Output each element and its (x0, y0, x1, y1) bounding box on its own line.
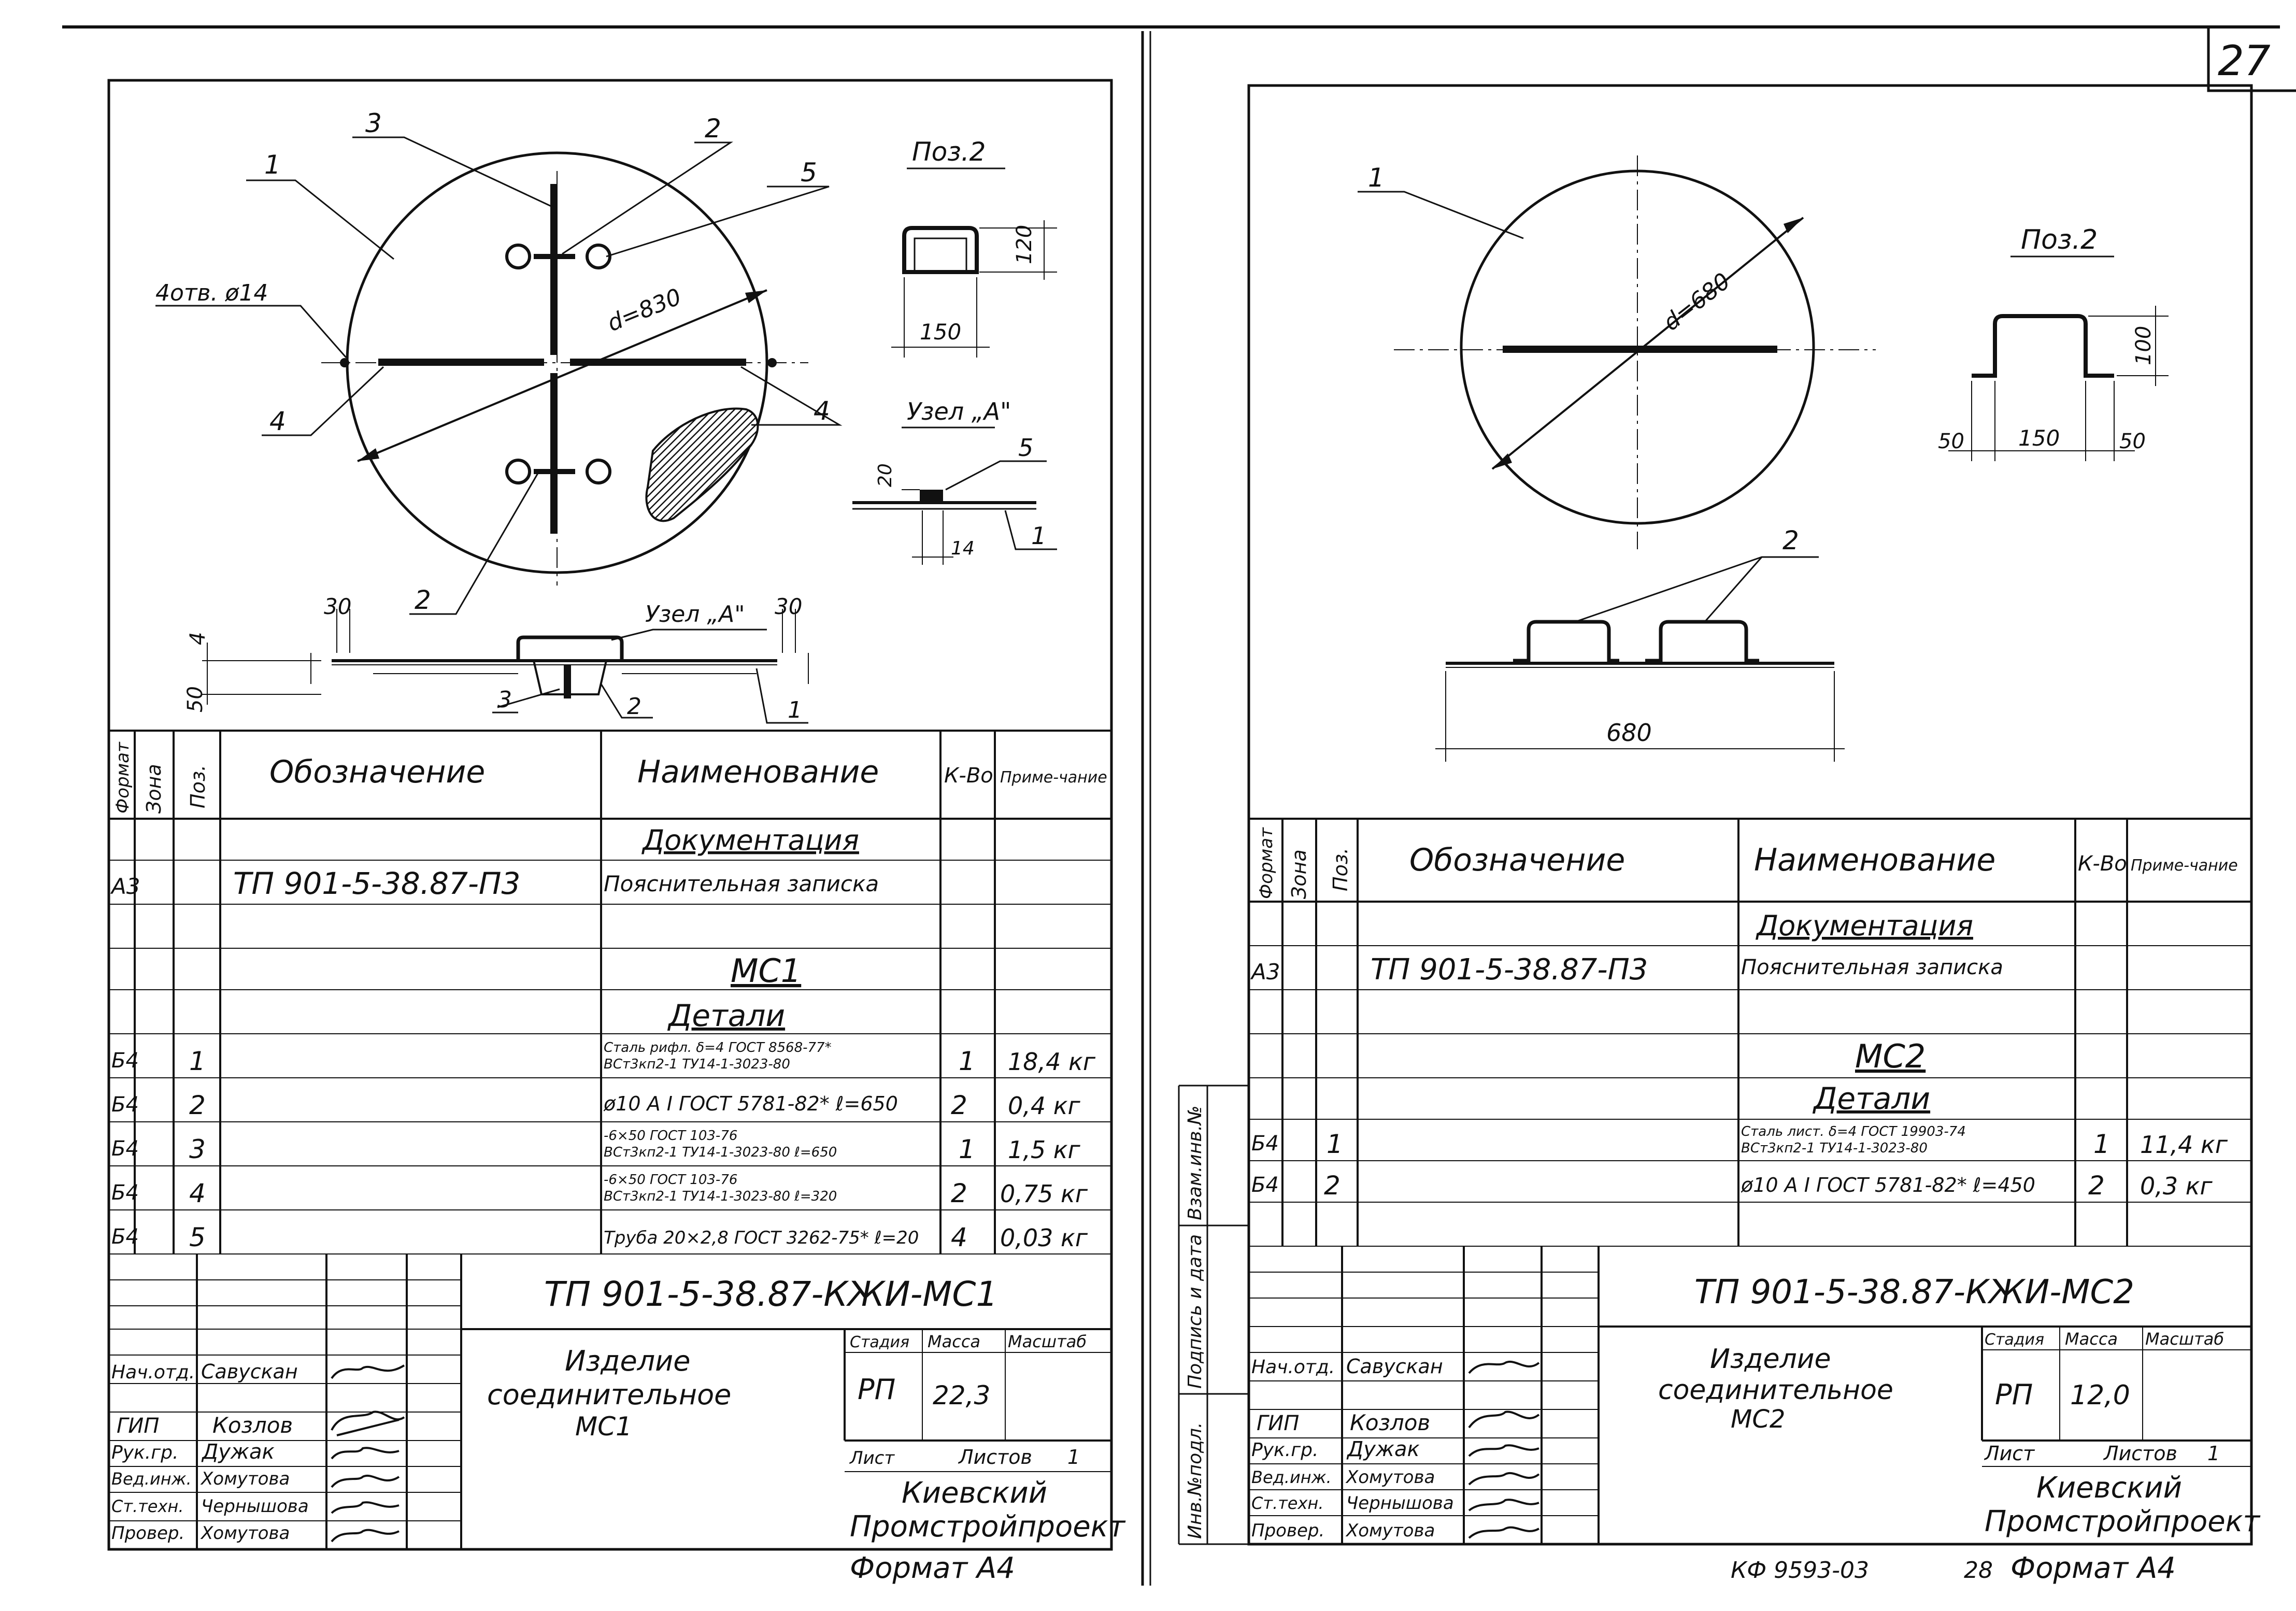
svg-text:Сталь рифл. δ=4 ГОСТ 8568-77*: Сталь рифл. δ=4 ГОСТ 8568-77* (604, 1040, 832, 1056)
svg-text:Труба 20×2,8 ГОСТ 3262-75* ℓ=2: Труба 20×2,8 ГОСТ 3262-75* ℓ=20 (604, 1228, 919, 1248)
label-pos-4: 4 (814, 396, 830, 426)
svg-text:1: 1 (189, 1046, 206, 1076)
label-pos-1: 1 (264, 150, 281, 180)
doc-designation: ТП 901-5-38.87-П3 (1371, 953, 1648, 987)
section-details: Детали (668, 998, 786, 1033)
approval-names (1345, 1355, 1454, 1541)
svg-text:Нач.отд.: Нач.отд. (1251, 1357, 1335, 1378)
col-designation-header: Обозначение (1409, 842, 1625, 878)
col-format-header: Формат (112, 742, 133, 814)
svg-text:Б4: Б4 (111, 1225, 139, 1249)
right-sheet (1179, 85, 2260, 1585)
col-name-header: Наименование (1754, 842, 1996, 878)
svg-text:Хомутова: Хомутова (1346, 1467, 1435, 1488)
svg-text:ВСт3кп2-1 ТУ14-1-3023-80: ВСт3кп2-1 ТУ14-1-3023-80 (604, 1057, 790, 1072)
svg-text:Рук.гр.: Рук.гр. (1251, 1439, 1319, 1461)
svg-text:-6×50 ГОСТ 103-76: -6×50 ГОСТ 103-76 (604, 1172, 738, 1188)
section-documentation: Документация (643, 824, 859, 857)
svg-text:Дужак: Дужак (1347, 1437, 1420, 1461)
svg-text:1: 1 (2093, 1129, 2110, 1159)
svg-text:Сталь лист. δ=4 ГОСТ 19903-74: Сталь лист. δ=4 ГОСТ 19903-74 (1741, 1124, 1966, 1139)
product-name: МС2 (1855, 1037, 1926, 1075)
left-uzel-a-detail (852, 397, 1057, 565)
svg-text:4: 4 (189, 1178, 206, 1208)
col-zone-header: Зона (142, 764, 165, 814)
mass-value: 12,0 (2070, 1380, 2130, 1411)
right-plan-view (1358, 155, 1876, 549)
organization-line-2: Промстройпроект (1985, 1505, 2260, 1538)
svg-text:4: 4 (951, 1222, 967, 1252)
doc-format: А3 (111, 874, 140, 899)
diameter-label: d=830 (604, 283, 686, 337)
uzel-dim-20: 20 (875, 463, 896, 487)
svg-text:Савускан: Савускан (201, 1360, 298, 1383)
svg-text:Б4: Б4 (1251, 1173, 1279, 1197)
left-section-view (183, 594, 808, 723)
sheet-header: Лист (850, 1448, 895, 1469)
svg-text:1: 1 (959, 1134, 975, 1164)
organization-line-1: Киевский (902, 1476, 1048, 1510)
label-pos-5: 5 (801, 158, 817, 188)
svg-text:ГИП: ГИП (117, 1414, 160, 1438)
mass-value: 22,3 (933, 1380, 991, 1410)
left-poz2-detail (891, 137, 1057, 358)
poz2-height: 120 (1012, 224, 1036, 264)
stamp-signature-date: Подпись и дата (1185, 1234, 1206, 1389)
label-pos-3: 3 (365, 108, 382, 138)
svg-text:Нач.отд.: Нач.отд. (111, 1362, 195, 1383)
left-spec-table (109, 731, 1111, 1254)
svg-text:ВСт3кп2-1 ТУ14-1-3023-80 ℓ=320: ВСт3кп2-1 ТУ14-1-3023-80 ℓ=320 (604, 1189, 837, 1204)
svg-text:3: 3 (189, 1134, 206, 1164)
svg-text:Б4: Б4 (1251, 1132, 1279, 1156)
right-poz2-dim-50: 50 (1938, 430, 1964, 453)
format-label: Формат А4 (2010, 1551, 2176, 1585)
spec-row (111, 1172, 1088, 1208)
sec-dim-30: 30 (324, 594, 352, 619)
svg-text:1: 1 (1327, 1129, 1343, 1159)
stage-header: Стадия (850, 1333, 910, 1351)
svg-text:ВСт3кп2-1 ТУ14-1-3023-80: ВСт3кп2-1 ТУ14-1-3023-80 (1741, 1140, 1928, 1156)
format-label: Формат А4 (850, 1551, 1015, 1585)
svg-text:ВСт3кп2-1 ТУ14-1-3023-80 ℓ=650: ВСт3кп2-1 ТУ14-1-3023-80 ℓ=650 (604, 1145, 837, 1160)
organization-line-2: Промстройпроект (850, 1510, 1125, 1544)
svg-text:Б4: Б4 (111, 1181, 139, 1205)
svg-text:ГИП: ГИП (1257, 1412, 1300, 1435)
sec-pos-3: 3 (497, 687, 512, 713)
sheets-header: Листов (959, 1446, 1032, 1469)
svg-text:Козлов: Козлов (1350, 1410, 1431, 1435)
svg-text:Рук.гр.: Рук.гр. (111, 1442, 179, 1463)
svg-text:Хомутова: Хомутова (1346, 1520, 1435, 1541)
svg-text:11,4 кг: 11,4 кг (2140, 1131, 2228, 1159)
mass-header: Масса (928, 1332, 981, 1351)
page-number-box (2208, 28, 2296, 91)
stamp-replace-inv: Взам.инв.№ (1185, 1105, 1206, 1220)
svg-text:Вед.инж.: Вед.инж. (1251, 1467, 1332, 1487)
col-note-header: Приме-чание (1000, 768, 1107, 787)
spec-row (111, 1090, 1081, 1120)
doc-format: А3 (1251, 959, 1280, 985)
left-plan-view (155, 108, 839, 615)
svg-text:5: 5 (189, 1222, 206, 1252)
scale-header: Масштаб (2145, 1329, 2224, 1349)
poz2-width: 150 (920, 319, 962, 345)
spec-row (1251, 1171, 2213, 1201)
svg-text:Савускан: Савускан (1346, 1355, 1443, 1378)
col-zone-header: Зона (1288, 849, 1310, 899)
svg-text:Вед.инж.: Вед.инж. (111, 1469, 192, 1489)
right-poz2-dim-150: 150 (2018, 425, 2060, 451)
sheets-value: 1 (2207, 1442, 2220, 1465)
page-number: 27 (2218, 37, 2271, 85)
svg-text:1,5 кг: 1,5 кг (1008, 1136, 1080, 1164)
document-code: ТП 901-5-38.87-КЖИ-МС1 (544, 1274, 998, 1314)
document-code: ТП 901-5-38.87-КЖИ-МС2 (1694, 1273, 2134, 1311)
holes-label: 4отв. ø14 (155, 280, 268, 306)
svg-text:ø10 А I ГОСТ 5781-82* ℓ=450: ø10 А I ГОСТ 5781-82* ℓ=450 (1741, 1174, 2035, 1196)
doc-name: Пояснительная записка (604, 871, 879, 896)
organization-line-1: Киевский (2036, 1471, 2183, 1505)
stage-value: РП (1995, 1378, 2033, 1411)
handwritten-signatures (332, 1365, 404, 1542)
sec-dim-4: 4 (186, 632, 210, 645)
svg-text:Б4: Б4 (111, 1137, 139, 1161)
doc-name: Пояснительная записка (1741, 956, 2003, 979)
svg-text:Б4: Б4 (111, 1093, 139, 1117)
col-note-header: Приме-чание (2131, 857, 2238, 875)
svg-text:2: 2 (951, 1090, 967, 1120)
col-designation-header: Обозначение (269, 754, 486, 790)
sheet-header: Лист (1985, 1442, 2035, 1465)
svg-text:Провер.: Провер. (111, 1523, 185, 1544)
svg-text:Ст.техн.: Ст.техн. (111, 1496, 184, 1516)
section-details: Детали (1814, 1081, 1931, 1116)
hole-marker (767, 358, 777, 367)
svg-text:2: 2 (1324, 1171, 1340, 1201)
right-section-view (1435, 525, 1845, 762)
spec-row (111, 1222, 1088, 1252)
uzel-dim-14: 14 (951, 538, 975, 559)
svg-text:Провер.: Провер. (1251, 1520, 1325, 1541)
item-line-3: МС1 (575, 1412, 632, 1442)
right-title-block (1249, 1246, 2260, 1585)
archive-code: КФ 9593-03 (1731, 1557, 1869, 1584)
doc-designation: ТП 901-5-38.87-П3 (233, 866, 521, 901)
svg-text:1: 1 (959, 1046, 975, 1076)
sec-pos-2: 2 (627, 693, 641, 720)
svg-text:Чернышова: Чернышова (1346, 1493, 1454, 1514)
product-name: МС1 (731, 952, 802, 990)
svg-text:0,03 кг: 0,03 кг (1000, 1224, 1088, 1252)
item-line-2: соединительное (487, 1378, 732, 1411)
svg-text:2: 2 (189, 1090, 206, 1120)
col-format-header: Формат (1256, 828, 1277, 899)
right-label-pos-1: 1 (1368, 163, 1385, 193)
stage-value: РП (858, 1373, 896, 1406)
stage-header: Стадия (1985, 1331, 2045, 1349)
item-line-3: МС2 (1731, 1405, 1786, 1434)
handwritten-signatures (1469, 1362, 1539, 1538)
section-documentation: Документация (1757, 909, 1973, 942)
approval-names (200, 1360, 309, 1544)
svg-text:Ст.техн.: Ст.техн. (1251, 1493, 1324, 1513)
uzel-pos-1: 1 (1031, 522, 1047, 550)
right-sheet-frame (1249, 85, 2251, 1544)
approval-roles (1251, 1357, 1335, 1541)
right-spec-table (1249, 819, 2251, 1246)
right-poz2-title: Поз.2 (2021, 224, 2098, 255)
leader-lines (155, 137, 839, 614)
col-qty-header: К-Во (944, 764, 993, 788)
svg-text:2: 2 (2088, 1171, 2105, 1201)
item-line-2: соединительное (1658, 1375, 1893, 1406)
sec-dim-30: 30 (775, 594, 803, 619)
hole-marker (340, 358, 349, 367)
svg-text:Хомутова: Хомутова (201, 1523, 290, 1544)
item-line-1: Изделие (565, 1345, 691, 1377)
stamp-inv-original: Инв.№подл. (1185, 1422, 1206, 1539)
svg-text:0,4 кг: 0,4 кг (1008, 1092, 1080, 1120)
col-pos-header: Поз. (187, 764, 209, 808)
right-poz2-height: 100 (2132, 325, 2156, 365)
svg-text:Чернышова: Чернышова (201, 1496, 309, 1517)
sheets-value: 1 (1067, 1446, 1080, 1469)
svg-text:18,4 кг: 18,4 кг (1008, 1048, 1095, 1076)
spec-row (111, 1128, 1081, 1164)
item-line-1: Изделие (1710, 1344, 1831, 1375)
col-name-header: Наименование (637, 754, 879, 790)
poz2-title: Поз.2 (912, 137, 986, 167)
col-pos-header: Поз. (1329, 847, 1352, 891)
archive-number: 28 (1964, 1557, 1993, 1584)
label-pos-4: 4 (269, 406, 286, 436)
svg-text:0,75 кг: 0,75 кг (1000, 1180, 1088, 1208)
label-pos-2: 2 (705, 113, 721, 144)
approval-roles (111, 1362, 195, 1544)
spec-row (1251, 1124, 2228, 1159)
uzel-a-title: Узел „А" (907, 397, 1011, 425)
svg-text:-6×50 ГОСТ 103-76: -6×50 ГОСТ 103-76 (604, 1128, 738, 1144)
label-pos-2: 2 (415, 585, 431, 615)
right-width-dim: 680 (1606, 719, 1652, 747)
right-poz2-detail (1938, 224, 2169, 461)
svg-text:Козлов: Козлов (212, 1413, 293, 1438)
left-title-block (109, 1254, 1125, 1585)
side-stamp (1179, 1086, 1249, 1544)
sec-dim-50: 50 (183, 686, 207, 712)
uzel-pos-5: 5 (1018, 434, 1034, 462)
svg-text:0,3 кг: 0,3 кг (2140, 1172, 2213, 1200)
mass-header: Масса (2065, 1329, 2118, 1349)
right-label-pos-2: 2 (1782, 525, 1799, 555)
sheets-header: Листов (2104, 1442, 2177, 1465)
col-qty-header: К-Во (2078, 852, 2127, 876)
right-diameter-label: d=680 (1658, 267, 1736, 336)
svg-text:Б4: Б4 (111, 1049, 139, 1073)
scale-header: Масштаб (1008, 1332, 1087, 1351)
right-poz2-dim-50: 50 (2119, 430, 2146, 453)
svg-text:2: 2 (951, 1178, 967, 1208)
svg-text:Дужак: Дужак (202, 1440, 275, 1464)
svg-text:Хомутова: Хомутова (201, 1469, 290, 1489)
sec-uzel-label: Узел „А" (645, 601, 745, 628)
left-sheet (109, 80, 1125, 1585)
spec-row (111, 1040, 1096, 1076)
svg-text:ø10 А I ГОСТ 5781-82* ℓ=650: ø10 А I ГОСТ 5781-82* ℓ=650 (604, 1092, 898, 1115)
sec-pos-1: 1 (788, 697, 802, 723)
